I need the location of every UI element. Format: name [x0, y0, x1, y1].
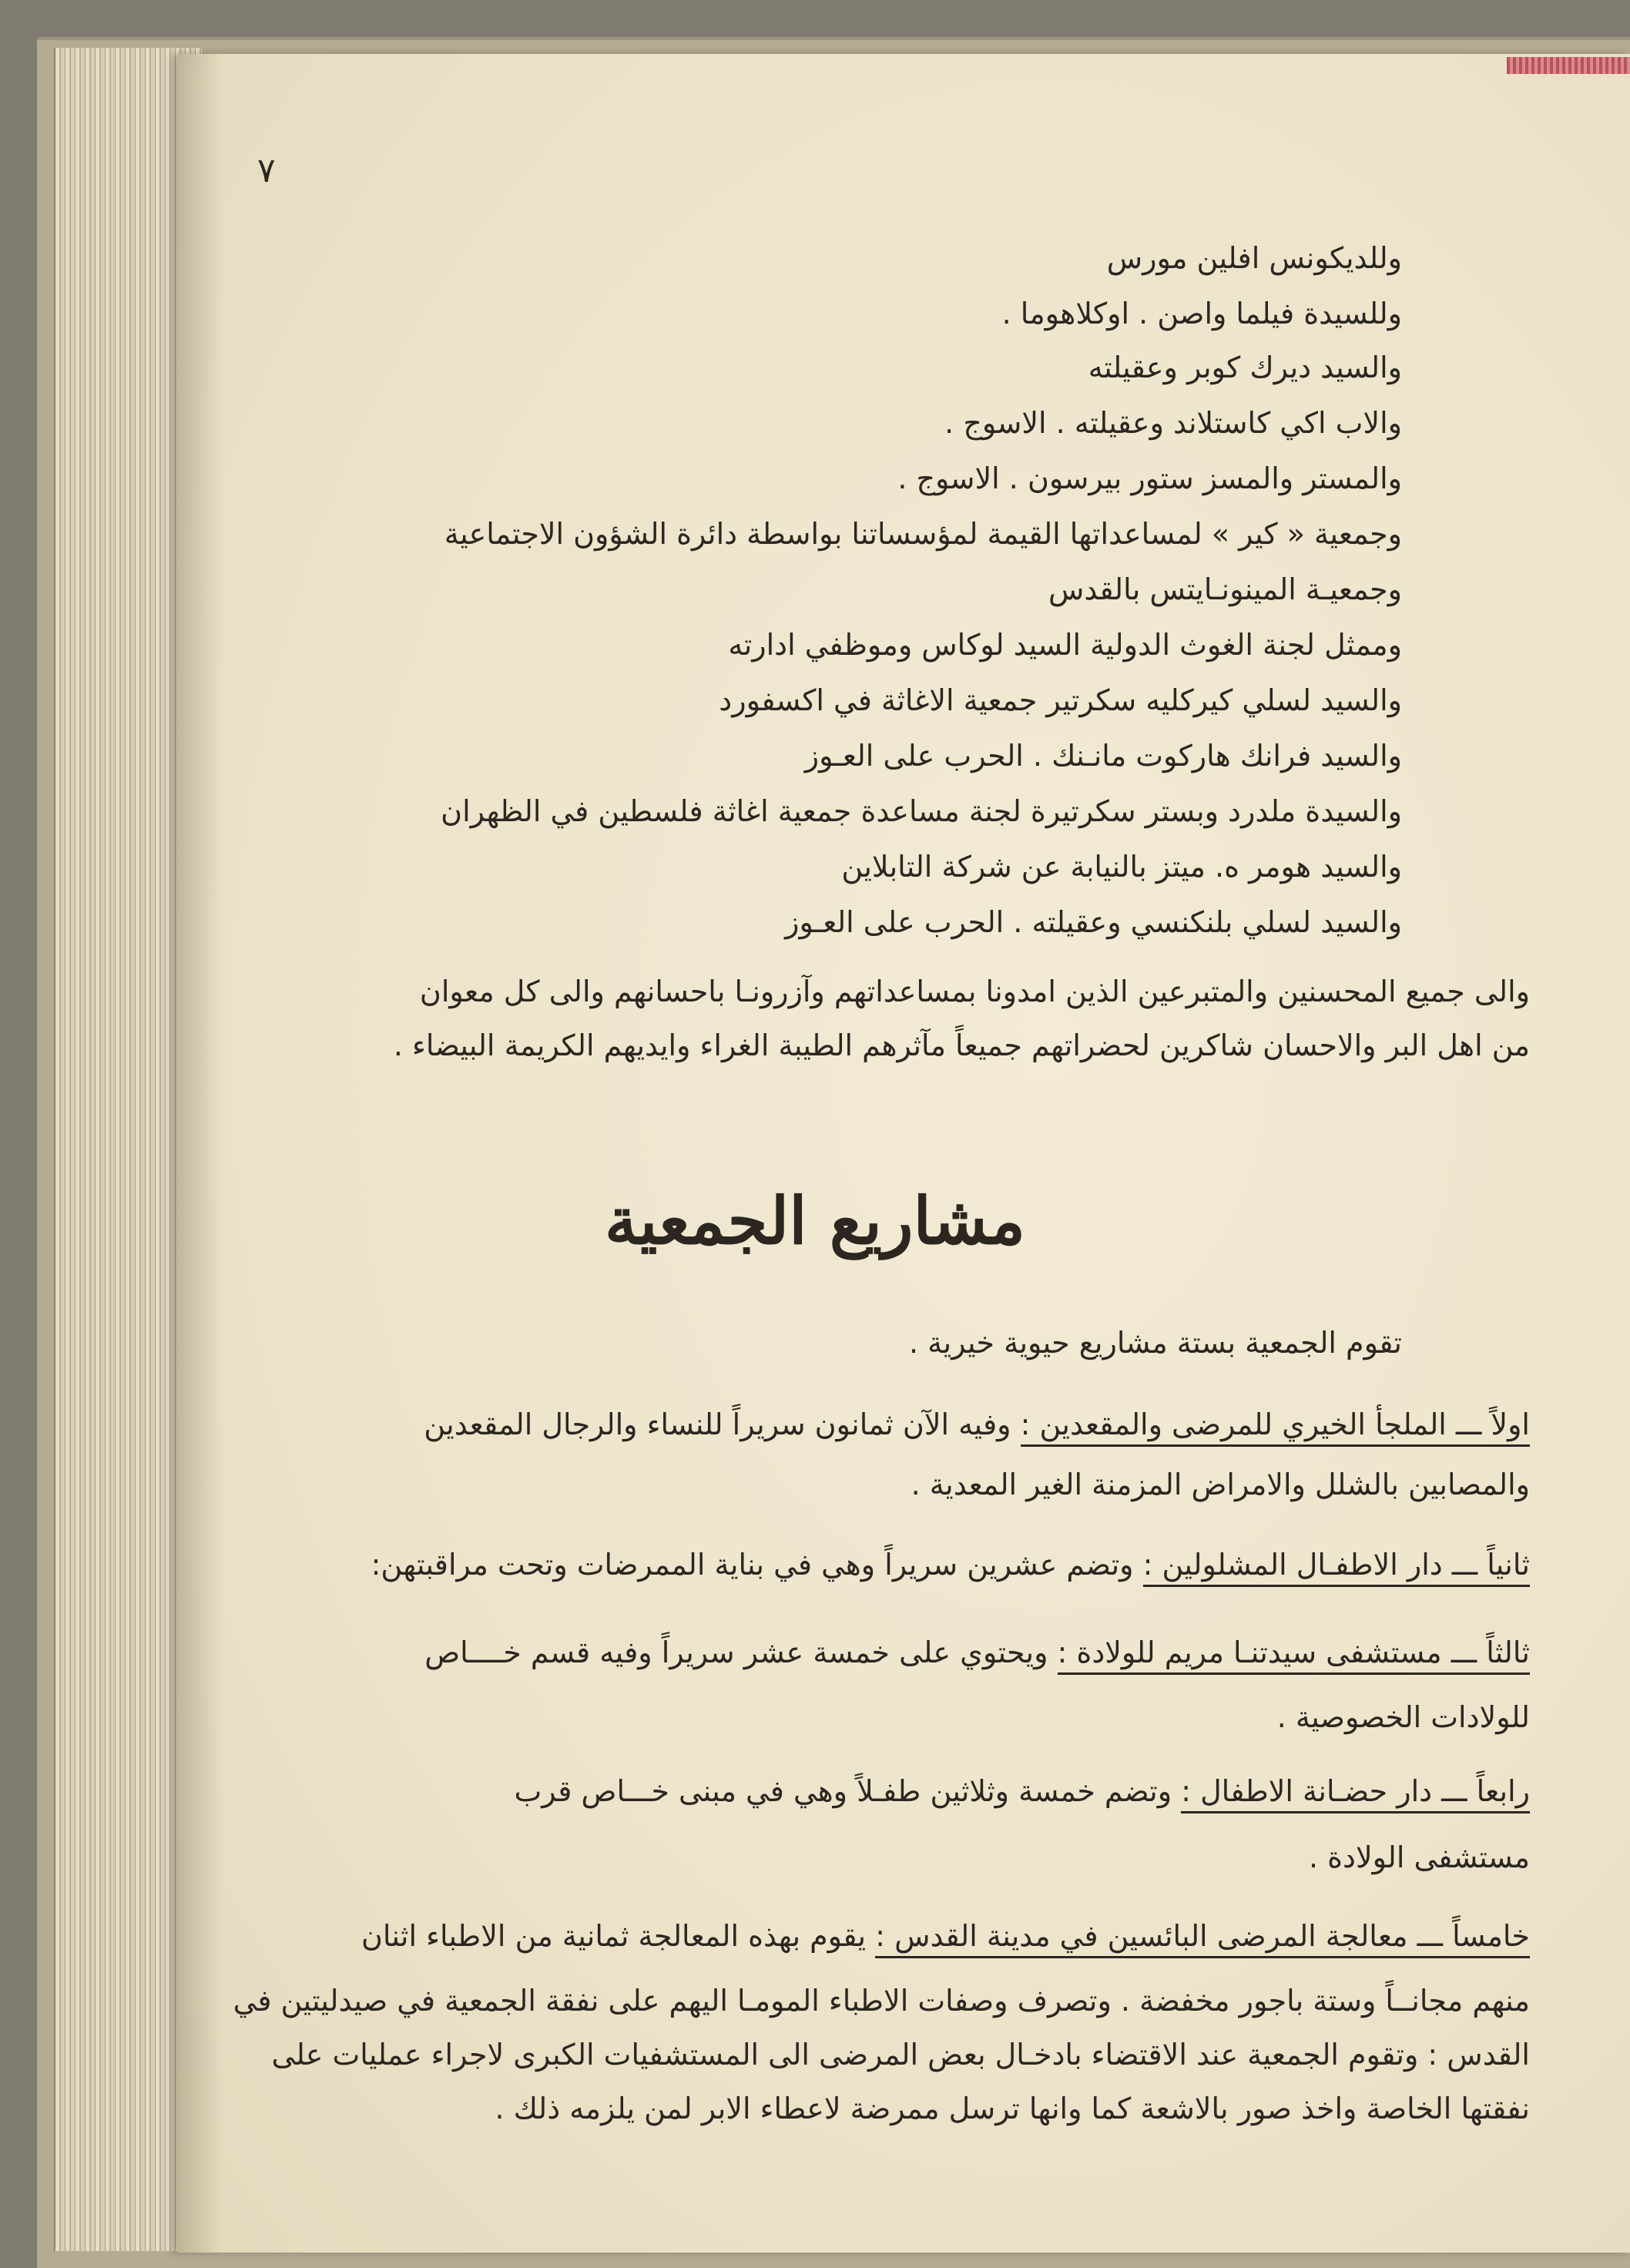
line-7: وجمعيـة المينونـايتس بالقدس [1048, 572, 1402, 606]
line-2: وللسيدة فيلما واصن . اوكلاهوما . [1001, 297, 1402, 330]
project-4-text: وتضم خمسة وثلاثين طفـلاً وهي في مبنى خـــاص قرب [514, 1774, 1172, 1808]
line-8: وممثل لجنة الغوث الدولية السيد لوكاس وموظفي ادارته [728, 628, 1402, 662]
project-5-line-3: القدس : وتقوم الجمعية عند الاقتضاء بادخـال بعض المرضى الى المستشفيات الكبرى لاجراء عمليات على [271, 2038, 1530, 2072]
project-1-text: وفيه الآن ثمانون سريراً للنساء والرجال المقعدين [424, 1407, 1011, 1441]
project-2-text: وتضم عشرين سريراً وهي في بناية الممرضات وتحت مراقبتهن: [371, 1548, 1134, 1582]
project-4-title: رابعاً ـــ دار حضـانة الاطفال : [1181, 1774, 1530, 1813]
project-4-line-2: مستشفى الولادة . [1308, 1840, 1530, 1874]
line-1: وللديكونس افلين مورس [1106, 241, 1402, 275]
line-12: والسيد هومر ه. ميتز بالنيابة عن شركة التابلاين [841, 850, 1402, 884]
line-5: والمستر والمسز ستور بيرسون . الاسوج . [897, 461, 1402, 495]
spine-shadow [177, 54, 223, 2253]
project-1-line-1 [424, 1405, 1530, 1444]
page-number: ٧ [257, 151, 276, 190]
section-heading: مشاريع الجمعية [604, 1183, 1026, 1259]
line-4: والاب اكي كاستلاند وعقيلته . الاسوج . [944, 406, 1402, 440]
line-10: والسيد فرانك هاركوت مانـنك . الحرب على العـوز [804, 739, 1402, 773]
line-6: وجمعية « كير » لمساعداتها القيمة لمؤسساتنا بواسطة دائرة الشؤون الاجتماعية [444, 517, 1402, 551]
project-3-line-1 [424, 1633, 1530, 1672]
line-9: والسيد لسلي كيركليه سكرتير جمعية الاغاثة في اكسفورد [719, 683, 1402, 717]
project-1-title: اولاً ـــ الملجأ الخيري للمرضى والمقعدين : [1021, 1407, 1530, 1447]
project-2-title: ثانياً ـــ دار الاطفـال المشلولين : [1143, 1548, 1530, 1587]
project-3-text: ويحتوي على خمسة عشر سريراً وفيه قسم خــــاص [424, 1636, 1048, 1669]
project-3-title: ثالثاً ـــ مستشفى سيدتنـا مريم للولادة : [1058, 1636, 1530, 1675]
project-5-text: يقوم بهذه المعالجة ثمانية من الاطباء اثنان [361, 1919, 867, 1953]
line-3: والسيد ديرك كوبر وعقيلته [1088, 351, 1402, 384]
line-13: والسيد لسلي بلنكنسي وعقيلته . الحرب على العـوز [785, 905, 1402, 939]
red-bookmark-edge [1507, 57, 1630, 74]
thanks-line-1: والى جميع المحسنين والمتبرعين الذين امدونا بمساعداتهم وآزرونـا باحسانهم والى كل معوان [419, 975, 1530, 1008]
project-3-line-2: للولادات الخصوصية . [1276, 1700, 1530, 1734]
project-5-line-4: نفقتها الخاصة واخذ صور بالاشعة كما وانها ترسل ممرضة لاعطاء الابر لمن يلزمه ذلك . [495, 2092, 1530, 2125]
project-5-line-1 [361, 1917, 1530, 1955]
thanks-line-2: من اهل البر والاحسان شاكرين لحضراتهم جميعاً مآثرهم الطيبة الغراء وايديهم الكريمة البيضاء . [393, 1028, 1530, 1062]
project-5-title: خامساً ـــ معالجة المرضى البائسين في مدينة القدس : [875, 1919, 1530, 1958]
intro-line: تقوم الجمعية بستة مشاريع حيوية خيرية . [908, 1326, 1402, 1360]
project-5-line-2: منهم مجانــاً وستة باجور مخفضة . وتصرف وصفات الاطباء المومـا اليهم على نفقة الجمعية في صيدليتين في [233, 1984, 1530, 2018]
project-2-line-1 [371, 1545, 1530, 1584]
line-11: والسيدة ملدرد وبستر سكرتيرة لجنة مساعدة جمعية اغاثة فلسطين في الظهران [441, 794, 1402, 828]
project-4-line-1 [515, 1772, 1530, 1810]
project-1-line-2: والمصابين بالشلل والامراض المزمنة الغير المعدية . [911, 1468, 1530, 1501]
